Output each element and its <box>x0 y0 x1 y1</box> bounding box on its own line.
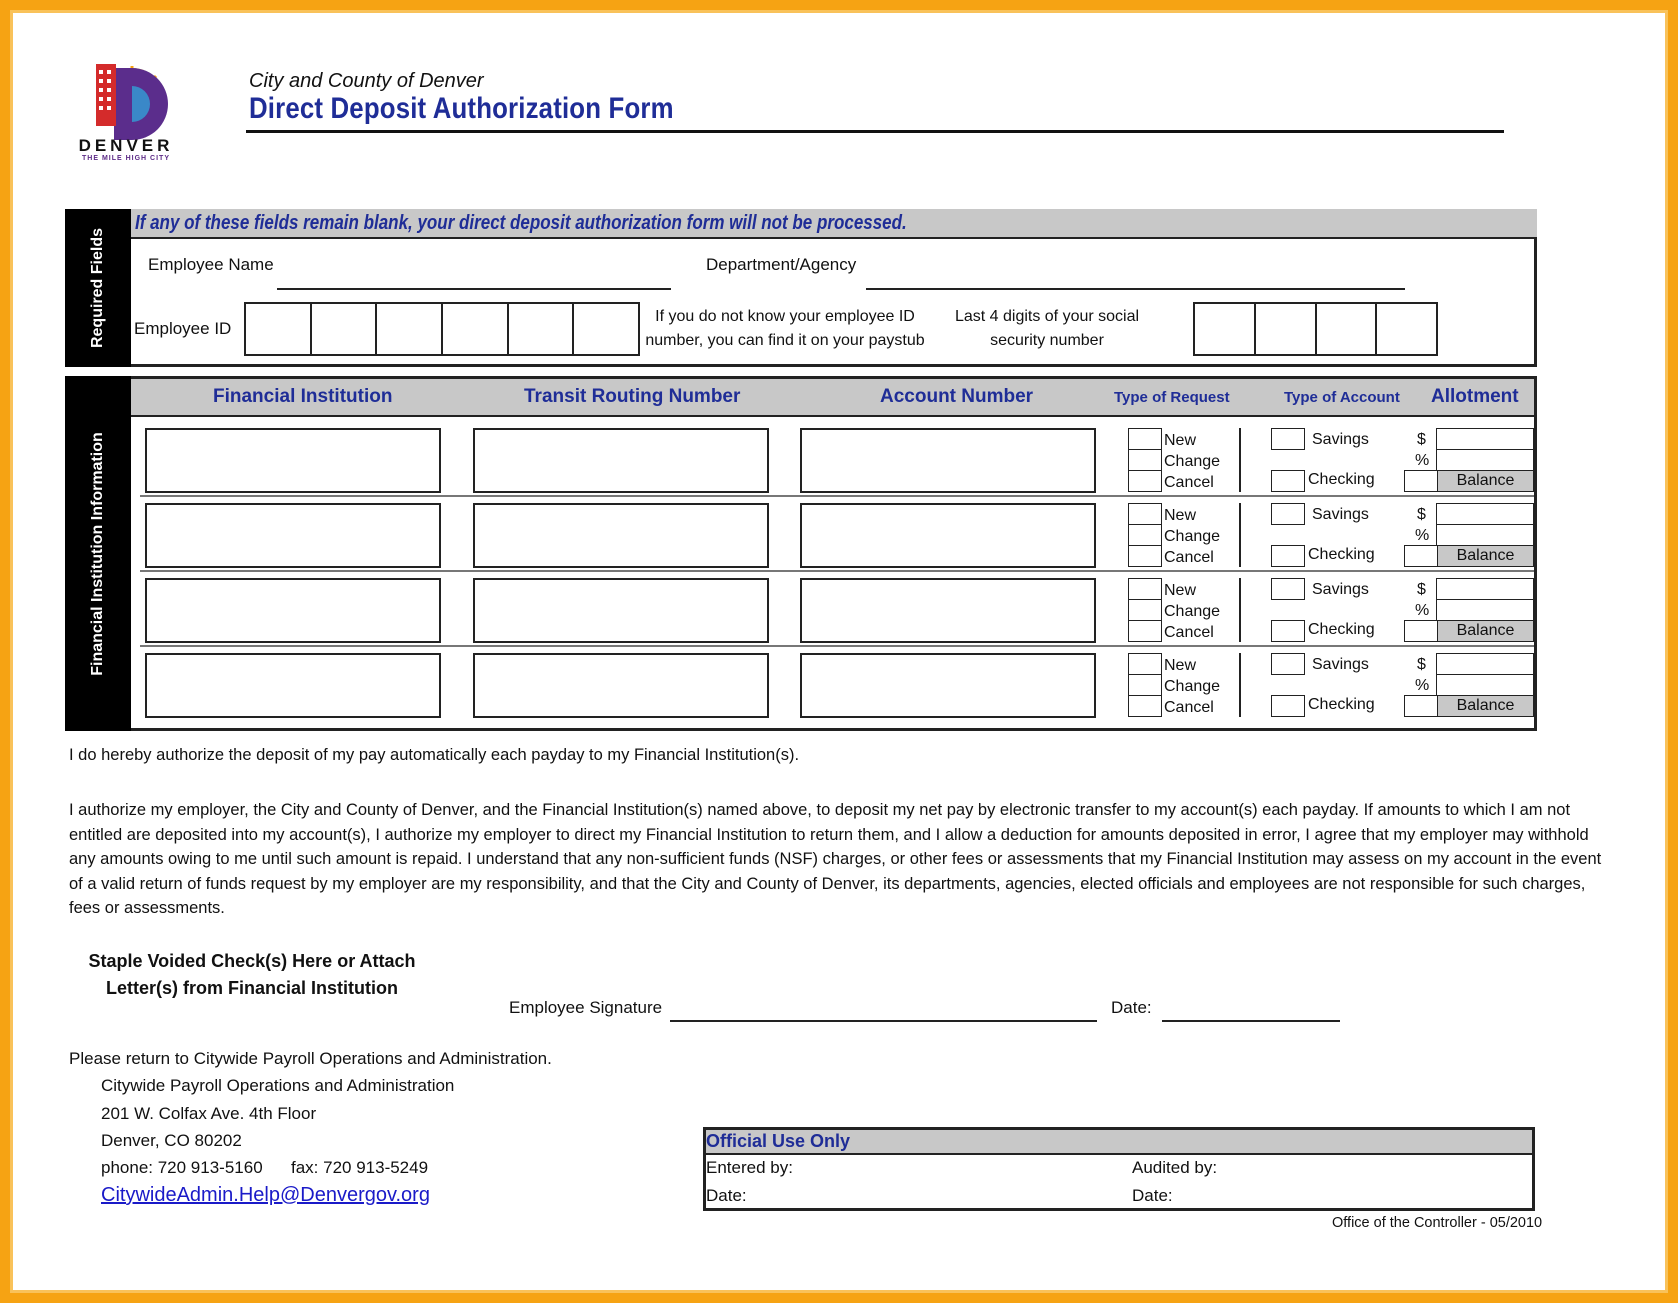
account-number-input[interactable] <box>800 653 1096 718</box>
checking-checkbox[interactable] <box>1271 695 1305 717</box>
employee-id-note <box>642 305 928 353</box>
employee-id-note-line: number, you can find it on your paystub <box>645 332 925 349</box>
request-cancel-checkbox[interactable] <box>1128 545 1162 567</box>
return-intro: Please return to Citywide Payroll Operations and Administration. <box>69 1049 552 1068</box>
ssn-note-line: Last 4 digits of your social <box>954 308 1140 325</box>
allotment-amount-input[interactable] <box>1436 578 1534 600</box>
request-new-label: New <box>1164 507 1197 524</box>
row-separator <box>140 645 1534 647</box>
col-transit-routing: Transit Routing Number <box>524 386 741 407</box>
request-cancel-label: Cancel <box>1164 699 1214 716</box>
employee-id-digit[interactable] <box>377 304 443 354</box>
col-type-of-account: Type of Account <box>1284 389 1400 406</box>
column-divider <box>1239 578 1241 642</box>
employee-signature-field[interactable] <box>670 1020 1097 1022</box>
savings-checkbox[interactable] <box>1271 428 1305 450</box>
savings-label: Savings <box>1312 656 1369 673</box>
return-address-line: 201 W. Colfax Ave. 4th Floor <box>101 1104 317 1123</box>
request-new-label: New <box>1164 582 1197 599</box>
official-use-title: Official Use Only <box>706 1131 851 1151</box>
col-financial-institution: Financial Institution <box>213 386 393 407</box>
balance-checkbox[interactable] <box>1404 545 1438 567</box>
savings-checkbox[interactable] <box>1271 503 1305 525</box>
balance-label: Balance <box>1437 620 1534 642</box>
balance-label: Balance <box>1437 545 1534 567</box>
required-fields-side-label: Required Fields <box>65 209 131 367</box>
page-title: Direct Deposit Authorization Form <box>249 92 674 125</box>
request-change-checkbox[interactable] <box>1128 599 1162 621</box>
dollar-symbol: $ <box>1417 581 1426 598</box>
allotment-percent-input[interactable] <box>1436 674 1534 696</box>
col-type-of-request: Type of Request <box>1114 389 1230 406</box>
request-change-checkbox[interactable] <box>1128 674 1162 696</box>
entered-by-label: Entered by: <box>706 1158 793 1177</box>
allotment-amount-input[interactable] <box>1436 653 1534 675</box>
financial-side-label: Financial Institution Information <box>65 376 131 731</box>
official-use-header <box>706 1130 1532 1155</box>
request-cancel-checkbox[interactable] <box>1128 695 1162 717</box>
col-allotment: Allotment <box>1431 386 1519 407</box>
auth-paragraph-line: any amounts owing to me until such amount is repaid. I understand that any non-sufficient funds (NSF) charges, or other fees or assessments that my Financial Institution may assess on my account in the event <box>69 850 1602 868</box>
auth-statement: I do hereby authorize the deposit of my pay automatically each payday to my Financial Institution(s). <box>69 746 800 764</box>
row-separator <box>140 495 1534 497</box>
checking-label: Checking <box>1308 621 1375 638</box>
staple-instructions <box>82 948 422 1002</box>
routing-number-input[interactable] <box>473 503 769 568</box>
request-change-checkbox[interactable] <box>1128 449 1162 471</box>
ssn-digit[interactable] <box>1256 304 1317 354</box>
dollar-symbol: $ <box>1417 506 1426 523</box>
account-number-input[interactable] <box>800 428 1096 493</box>
department-field[interactable] <box>866 288 1405 290</box>
allotment-percent-input[interactable] <box>1436 524 1534 546</box>
savings-checkbox[interactable] <box>1271 653 1305 675</box>
employee-id-digit[interactable] <box>509 304 575 354</box>
return-address-line: Denver, CO 80202 <box>101 1131 242 1150</box>
checking-checkbox[interactable] <box>1271 470 1305 492</box>
savings-checkbox[interactable] <box>1271 578 1305 600</box>
staple-line: Letter(s) from Financial Institution <box>105 978 398 998</box>
request-change-label: Change <box>1164 678 1221 695</box>
percent-symbol: % <box>1415 602 1430 619</box>
auth-paragraph-line: I authorize my employer, the City and County of Denver, and the Financial Institution(s) named above, to deposit my net pay by electronic transfer to my account(s) each payday. If amounts to which I am not <box>69 801 1571 819</box>
percent-symbol: % <box>1415 452 1430 469</box>
ssn-digit[interactable] <box>1195 304 1256 354</box>
checking-checkbox[interactable] <box>1271 545 1305 567</box>
request-cancel-checkbox[interactable] <box>1128 470 1162 492</box>
request-change-checkbox[interactable] <box>1128 524 1162 546</box>
account-number-input[interactable] <box>800 503 1096 568</box>
balance-checkbox[interactable] <box>1404 695 1438 717</box>
financial-institution-input[interactable] <box>145 428 441 493</box>
column-divider <box>1239 428 1241 492</box>
balance-checkbox[interactable] <box>1404 620 1438 642</box>
routing-number-input[interactable] <box>473 653 769 718</box>
column-divider <box>1239 503 1241 567</box>
signature-date-field[interactable] <box>1162 1020 1340 1022</box>
employee-id-digit[interactable] <box>443 304 509 354</box>
staple-line: Staple Voided Check(s) Here or Attach <box>88 951 416 971</box>
financial-institution-input[interactable] <box>145 503 441 568</box>
dollar-symbol: $ <box>1417 431 1426 448</box>
checking-label: Checking <box>1308 546 1375 563</box>
ssn-digit[interactable] <box>1377 304 1436 354</box>
dollar-symbol: $ <box>1417 656 1426 673</box>
official-date-right: Date: <box>1132 1186 1173 1205</box>
request-new-checkbox[interactable] <box>1128 428 1162 450</box>
financial-institution-input[interactable] <box>145 653 441 718</box>
ssn-note <box>942 305 1152 353</box>
percent-symbol: % <box>1415 527 1430 544</box>
request-cancel-label: Cancel <box>1164 624 1214 641</box>
request-cancel-checkbox[interactable] <box>1128 620 1162 642</box>
auth-paragraph <box>69 798 1602 921</box>
employee-signature-label: Employee Signature <box>509 998 663 1017</box>
allotment-amount-input[interactable] <box>1436 503 1534 525</box>
audited-by-label: Audited by: <box>1132 1158 1218 1177</box>
auth-paragraph-line: entitled are deposited into my account(s), I authorize my employer to direct my Financial Institution to return them, and I allow a deduction for amounts deposited in error, I agree that my employer may withhold <box>69 825 1589 844</box>
column-divider <box>1239 653 1241 717</box>
savings-label: Savings <box>1312 506 1369 523</box>
checking-checkbox[interactable] <box>1271 620 1305 642</box>
savings-label: Savings <box>1312 581 1369 598</box>
request-new-checkbox[interactable] <box>1128 503 1162 525</box>
account-number-input[interactable] <box>800 578 1096 643</box>
allotment-percent-input[interactable] <box>1436 449 1534 471</box>
department-label: Department/Agency <box>706 255 857 274</box>
allotment-amount-input[interactable] <box>1436 428 1534 450</box>
percent-symbol: % <box>1415 677 1430 694</box>
auth-paragraph-line: fees or assessments. <box>69 899 225 917</box>
routing-number-input[interactable] <box>473 428 769 493</box>
checking-label: Checking <box>1308 696 1375 713</box>
request-change-label: Change <box>1164 603 1221 620</box>
employee-id-digit[interactable] <box>246 304 312 354</box>
balance-label: Balance <box>1437 470 1534 492</box>
support-email-link[interactable]: CitywideAdmin.Help@Denvergov.org <box>101 1184 430 1206</box>
footer-office: Office of the Controller - 05/2010 <box>1332 1215 1543 1231</box>
allotment-percent-input[interactable] <box>1436 599 1534 621</box>
routing-number-input[interactable] <box>473 578 769 643</box>
ssn-digit[interactable] <box>1317 304 1378 354</box>
savings-label: Savings <box>1312 431 1369 448</box>
org-name: City and County of Denver <box>249 70 484 92</box>
request-change-label: Change <box>1164 528 1221 545</box>
return-address-line: Citywide Payroll Operations and Administration <box>101 1076 455 1095</box>
signature-date-label: Date: <box>1111 998 1152 1017</box>
request-cancel-label: Cancel <box>1164 474 1214 491</box>
balance-label: Balance <box>1437 695 1534 717</box>
auth-paragraph-line: of a valid return of funds request by my employer are my responsibility, and that the City and County of Denver, its departments, agencies, elected officials and employees are not responsible for such charges, <box>69 874 1586 893</box>
request-new-checkbox[interactable] <box>1128 578 1162 600</box>
official-date-left: Date: <box>706 1186 747 1205</box>
row-separator <box>140 570 1534 572</box>
request-cancel-label: Cancel <box>1164 549 1214 566</box>
employee-id-boxes[interactable] <box>244 302 640 356</box>
request-new-checkbox[interactable] <box>1128 653 1162 675</box>
employee-name-label: Employee Name <box>148 255 274 274</box>
ssn-last4-boxes[interactable] <box>1193 302 1438 356</box>
financial-institution-input[interactable] <box>145 578 441 643</box>
checking-label: Checking <box>1308 471 1375 488</box>
col-account-number: Account Number <box>880 386 1034 407</box>
request-change-label: Change <box>1164 453 1221 470</box>
logo-tagline: THE MILE HIGH CITY <box>82 155 170 162</box>
balance-checkbox[interactable] <box>1404 470 1438 492</box>
logo-wordmark: DENVER <box>78 136 174 155</box>
title-rule <box>246 130 1504 133</box>
required-warning-banner: If any of these fields remain blank, your direct deposit authorization form will not be processed. <box>131 209 1537 239</box>
request-new-label: New <box>1164 657 1197 674</box>
return-phone-fax: phone: 720 913-5160 fax: 720 913-5249 <box>101 1158 429 1177</box>
employee-id-digit[interactable] <box>574 304 638 354</box>
employee-id-digit[interactable] <box>312 304 378 354</box>
request-new-label: New <box>1164 432 1197 449</box>
ssn-note-line: security number <box>990 332 1104 349</box>
employee-name-field[interactable] <box>277 288 671 290</box>
employee-id-note-line: If you do not know your employee ID <box>655 308 915 325</box>
employee-id-label: Employee ID <box>134 319 232 338</box>
